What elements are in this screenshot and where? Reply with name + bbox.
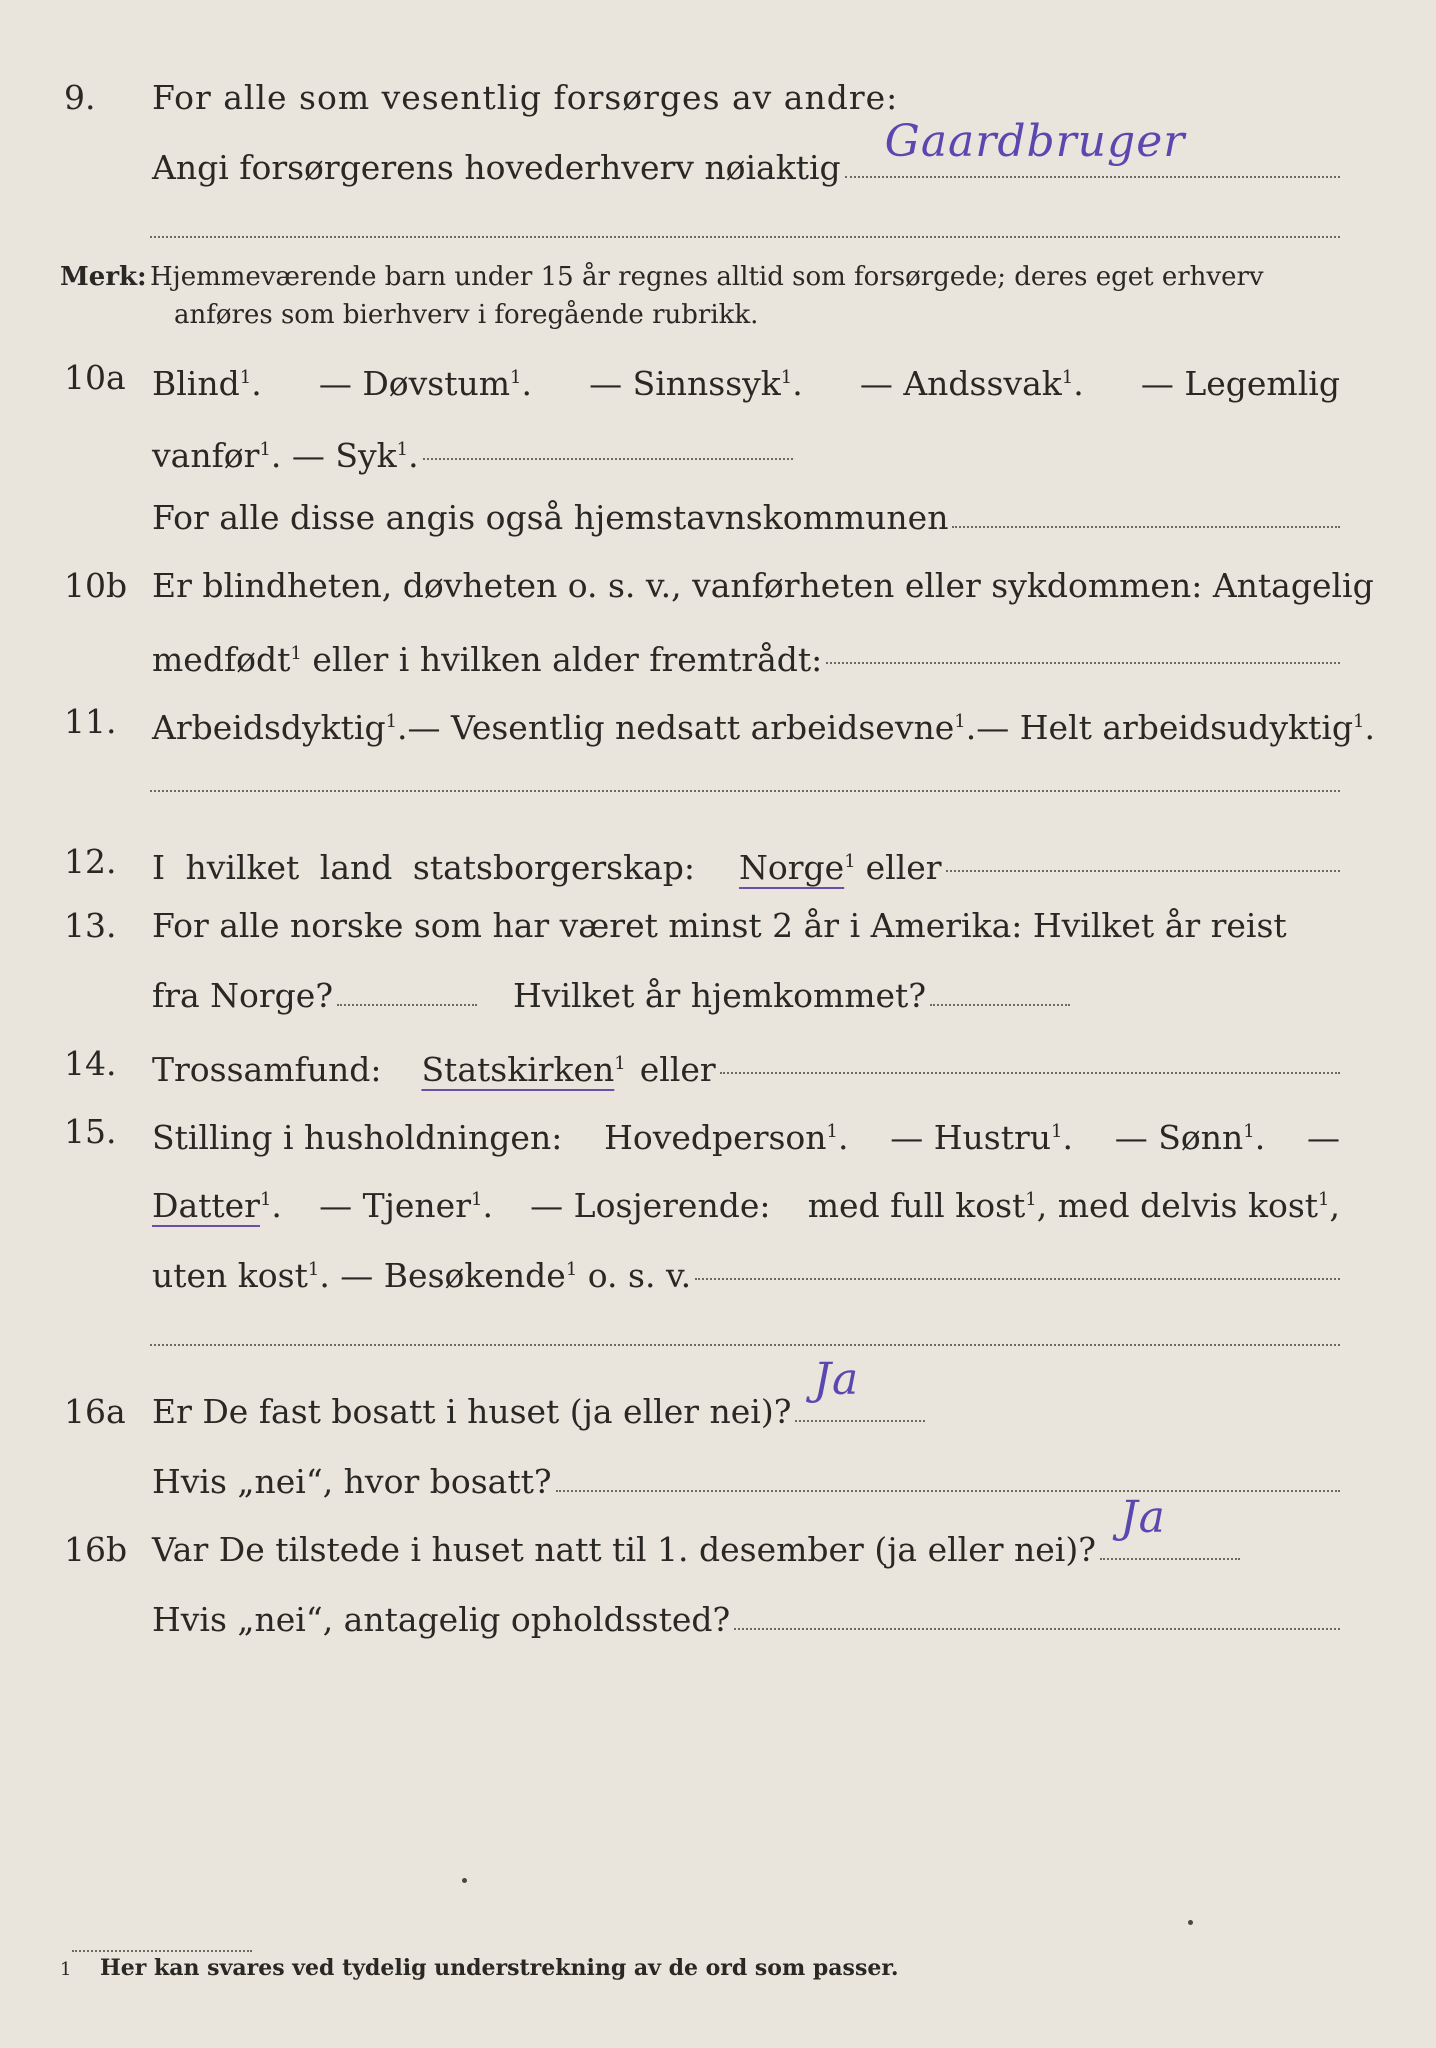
q9-extra-line[interactable] bbox=[150, 236, 1340, 238]
footnote-text: Her kan svares ved tydelig understrekning av de ord som passer. bbox=[100, 1955, 899, 1981]
q16b-answer: Ja bbox=[1119, 1492, 1166, 1543]
q15-option-datter[interactable]: Datter$^1$. bbox=[152, 1186, 282, 1225]
q10b-field[interactable] bbox=[826, 634, 1340, 664]
q16b-sub-label: Hvis „nei“, antagelig opholdssted? bbox=[152, 1600, 731, 1639]
q13-reist-field[interactable] bbox=[337, 976, 477, 1006]
q14-option-statskirken[interactable]: Statskirken$^1$ bbox=[421, 1050, 626, 1089]
q10a-option-syk[interactable]: — Syk$^1$. bbox=[291, 436, 419, 475]
q16a-label: Er De fast bosatt i huset (ja eller nei)? bbox=[152, 1392, 792, 1431]
q15-option-full-kost[interactable]: med full kost$^1$, med delvis kost$^1$, bbox=[807, 1186, 1340, 1225]
q10a-option-legemlig[interactable]: — Legemlig bbox=[1140, 364, 1340, 403]
q11-option-arbeidsdyktig[interactable]: Arbeidsdyktig$^1$. bbox=[152, 708, 408, 747]
q16a-sub-label: Hvis „nei“, hvor bosatt? bbox=[152, 1462, 552, 1501]
q16a-sub-field[interactable] bbox=[556, 1462, 1340, 1492]
q15-option-tjener[interactable]: — Tjener$^1$. bbox=[319, 1186, 493, 1225]
merk-note bbox=[60, 258, 1340, 334]
q14-label: Trossamfund: bbox=[152, 1050, 382, 1089]
q10b-option-medfodt[interactable]: medfødt$^1$ bbox=[152, 640, 302, 679]
q9-answer: Gaardbruger bbox=[884, 116, 1186, 167]
q13-label-hjemkommet: Hvilket år hjemkommet? bbox=[513, 976, 927, 1015]
q10b-number: 10b bbox=[64, 566, 128, 605]
q15-number: 15. bbox=[64, 1112, 117, 1151]
q15-field[interactable] bbox=[695, 1250, 1340, 1280]
q15-label: Stilling i husholdningen: bbox=[152, 1118, 563, 1157]
q9-number: 9. bbox=[64, 78, 96, 117]
q15-losjerende: — Losjerende: bbox=[530, 1186, 771, 1225]
q10a-sub-field[interactable] bbox=[952, 498, 1340, 528]
q12-number: 12. bbox=[64, 842, 117, 881]
q10b-line-1: Er blindheten, døvheten o. s. v., vanførheten eller sykdommen: Antagelig bbox=[152, 566, 1374, 605]
q11-extra-line[interactable] bbox=[150, 790, 1340, 792]
q10a-option-sinnssyk[interactable]: — Sinnssyk$^1$. bbox=[589, 364, 803, 403]
q11-number: 11. bbox=[64, 702, 117, 741]
paper-speck bbox=[462, 1878, 467, 1883]
paper-speck bbox=[1188, 1920, 1193, 1925]
merk-text-1: Hjemmeværende barn under 15 år regnes alltid som forsørgede; deres eget erhverv bbox=[150, 262, 1264, 292]
q16a-answer-field[interactable] bbox=[795, 1354, 925, 1422]
q13-line-1: For alle norske som har været minst 2 år i Amerika: Hvilket år reist bbox=[152, 906, 1287, 945]
q16a-number: 16a bbox=[64, 1392, 126, 1431]
q10b-line-2: eller i hvilken alder fremtrådt: bbox=[312, 640, 823, 679]
footnote-rule bbox=[72, 1950, 252, 1952]
q15-option-uten-kost[interactable]: uten kost$^1$. bbox=[152, 1256, 341, 1295]
q12-field[interactable] bbox=[946, 842, 1340, 872]
merk-label: Merk: bbox=[60, 262, 147, 292]
q10a-option-dovstum[interactable]: — Døvstum$^1$. bbox=[318, 364, 532, 403]
q12-option-norge[interactable]: Norge$^1$ bbox=[739, 848, 856, 887]
q15-option-hovedperson[interactable]: Hovedperson$^1$. bbox=[604, 1118, 849, 1157]
q12-label: I hvilket land statsborgerskap: bbox=[152, 848, 696, 887]
q13-hjemkommet-field[interactable] bbox=[930, 976, 1070, 1006]
q13-number: 13. bbox=[64, 906, 117, 945]
q10a-option-andssvak[interactable]: — Andssvak$^1$. bbox=[859, 364, 1084, 403]
q12-eller: eller bbox=[865, 848, 942, 887]
q10a-syk-field[interactable] bbox=[423, 430, 793, 460]
q10a-number: 10a bbox=[64, 358, 126, 397]
q14-eller: eller bbox=[639, 1050, 716, 1089]
q11-option-udyktig[interactable]: — Helt arbeidsudyktig$^1$. bbox=[976, 708, 1375, 747]
footnote bbox=[60, 1955, 899, 1981]
q16b-sub-field[interactable] bbox=[734, 1600, 1340, 1630]
q15-osv: o. s. v. bbox=[587, 1256, 692, 1295]
q16b-label: Var De tilstede i huset natt til 1. desember (ja eller nei)? bbox=[152, 1530, 1096, 1569]
q15-extra-line[interactable] bbox=[150, 1344, 1340, 1346]
merk-text-2: anføres som bierhverv i foregående rubrikk. bbox=[174, 300, 759, 330]
q14-number: 14. bbox=[64, 1044, 117, 1083]
q15-dash: — bbox=[1306, 1118, 1340, 1157]
q16a-answer: Ja bbox=[813, 1354, 860, 1405]
q11-option-nedsatt[interactable]: — Vesentlig nedsatt arbeidsevne$^1$. bbox=[407, 708, 977, 747]
q9-title: For alle som vesentlig forsørges av andre: bbox=[152, 78, 899, 117]
q10a-option-vanfor[interactable]: vanfør$^1$. bbox=[152, 436, 292, 475]
q14-field[interactable] bbox=[720, 1044, 1340, 1074]
q9-label: Angi forsørgerens hovederhverv nøiaktig bbox=[152, 148, 841, 187]
q9-answer-field[interactable] bbox=[845, 116, 1340, 178]
footnote-number: 1 bbox=[60, 1959, 72, 1980]
q10a-option-blind[interactable]: Blind$^1$. bbox=[152, 364, 262, 403]
q16b-answer-field[interactable] bbox=[1100, 1492, 1240, 1560]
q13-label-reist: fra Norge? bbox=[152, 976, 334, 1015]
q15-option-besokende[interactable]: — Besøkende$^1$ bbox=[340, 1256, 578, 1295]
q16b-number: 16b bbox=[64, 1530, 128, 1569]
q10a-sub-label: For alle disse angis også hjemstavnskommunen bbox=[152, 498, 949, 537]
q15-option-hustru[interactable]: — Hustru$^1$. bbox=[890, 1118, 1073, 1157]
q15-option-sonn[interactable]: — Sønn$^1$. bbox=[1114, 1118, 1266, 1157]
